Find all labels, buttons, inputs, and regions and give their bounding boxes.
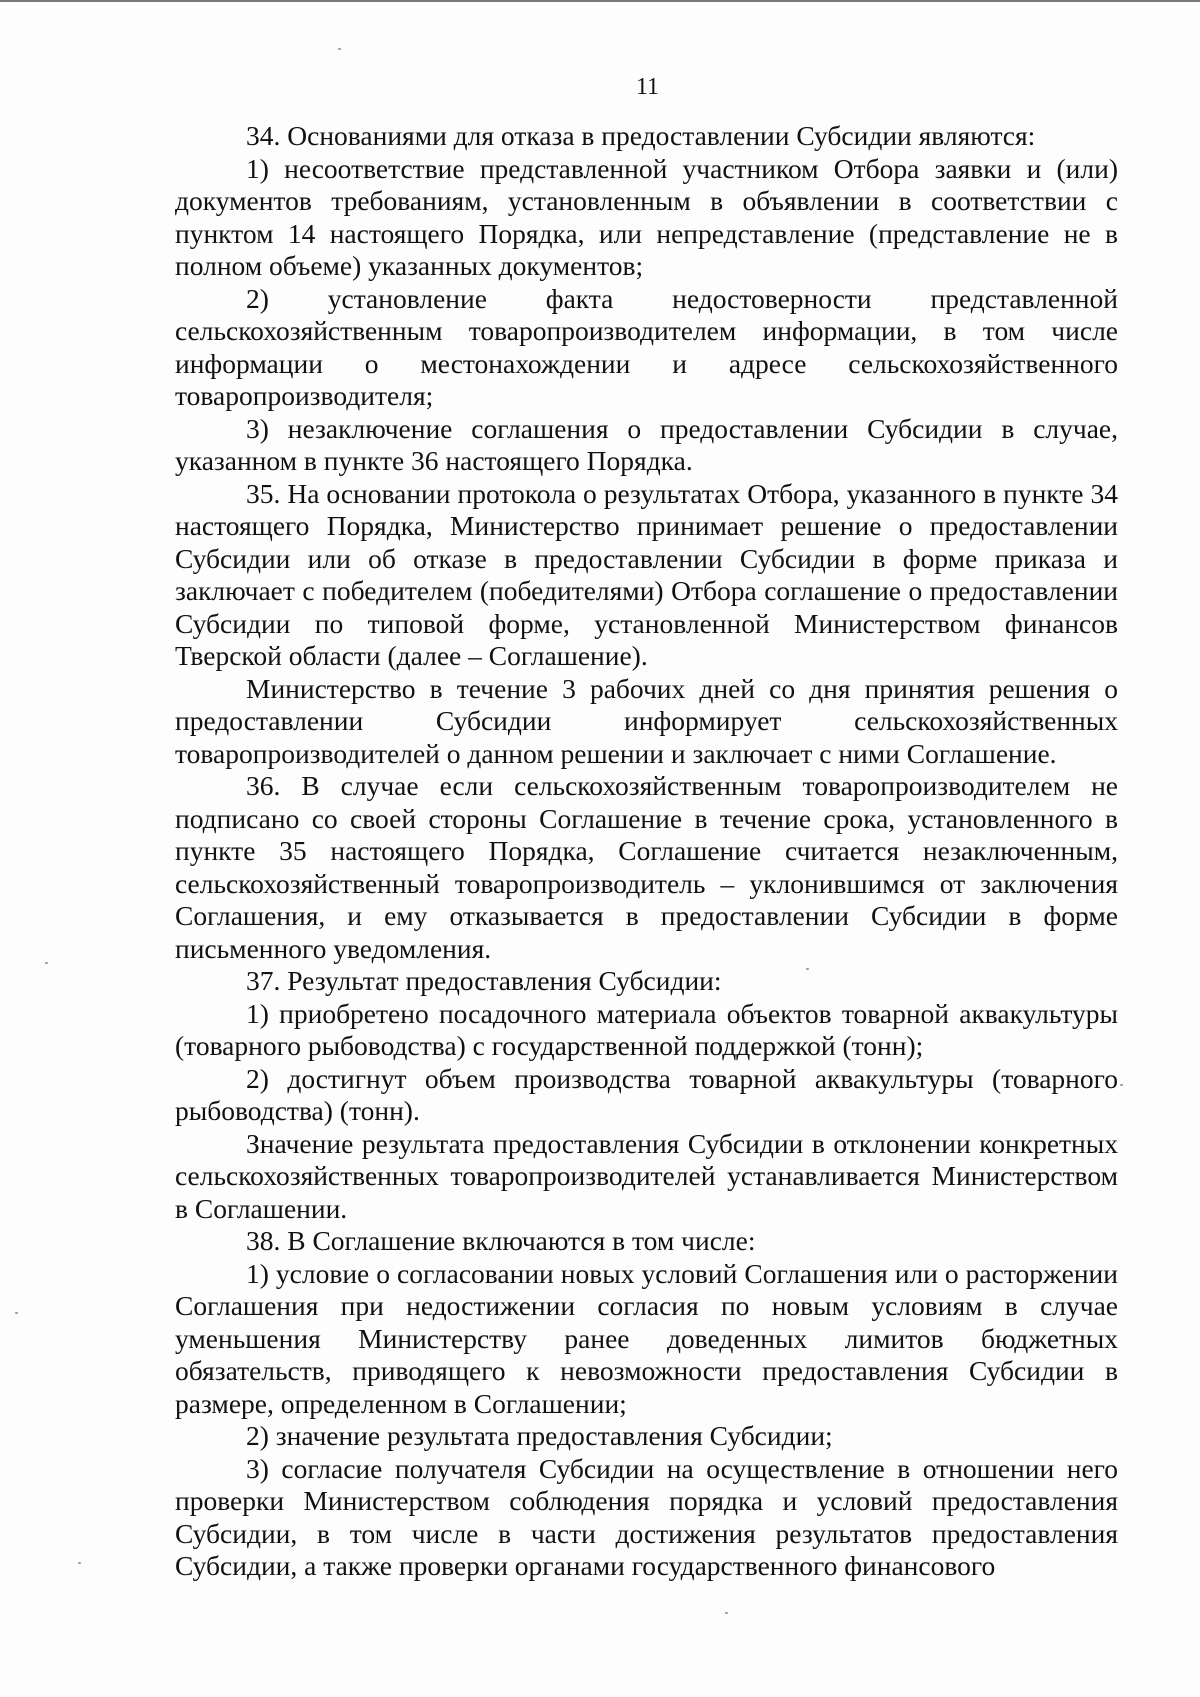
- paragraph-38: 38. В Соглашение включаются в том числе:: [246, 1225, 756, 1256]
- document-body: [175, 120, 1118, 1583]
- paragraph-34-item-3: 3) незаключение соглашения о предоставлении Субсидии в случае, указанном в пункте 36 настоящего Порядка.: [175, 412, 1118, 476]
- paragraph-37: 37. Результат предоставления Субсидии:: [246, 965, 722, 996]
- paragraph-36: 36. В случае если сельскохозяйственным товаропроизводителем не подписано со своей стороны Соглашение в течение срока, установленного в пункте 35 настоящего Порядка, Соглашение считается незаключенным, сельскохозяйственный товаропроизводитель – уклонившимся от заключения Соглашения, и ему отказывается в предоставлении Субсидии в форме письменного уведомления.: [175, 770, 1118, 964]
- scan-speck: [338, 48, 341, 50]
- paragraph-34-item-2: 2) установление факта недостоверности представленной сельскохозяйственным товаропроизводителем информации, в том числе информации о местонахождении и адресе сельскохозяйственного товаропроизводителя;: [175, 282, 1118, 411]
- paragraph-37-result-value: Значение результата предоставления Субсидии в отклонении конкретных сельскохозяйственных товаропроизводителей устанавливается Министерством в Соглашении.: [175, 1127, 1118, 1224]
- paragraph-35-continuation: Министерство в течение 3 рабочих дней со дня принятия решения о предоставлении Субсидии информирует сельскохозяйственных товаропроизводителей о данном решении и заключает с ними Соглашение.: [175, 672, 1118, 769]
- paragraph-34: 34. Основаниями для отказа в предоставлении Субсидии являются:: [246, 120, 1036, 151]
- scan-speck: [1120, 1084, 1123, 1086]
- paragraph-38-item-1: 1) условие о согласовании новых условий Соглашения или о расторжении Соглашения при недостижении согласия по новым условиям в случае уменьшения Министерству ранее доведенных лимитов бюджетных обязательств, приводящего к невозможности предоставления Субсидии в размере, определенном в Соглашении;: [175, 1257, 1118, 1419]
- scan-speck: [78, 1562, 81, 1564]
- paragraph-38-item-2: 2) значение результата предоставления Субсидии;: [246, 1420, 833, 1451]
- scan-speck: [806, 968, 809, 970]
- paragraph-37-item-2: 2) достигнут объем производства товарной аквакультуры (товарного рыбоводства) (тонн).: [175, 1062, 1118, 1126]
- page-number: 11: [635, 74, 660, 100]
- scan-speck: [15, 1312, 18, 1314]
- scan-speck: [725, 1612, 728, 1614]
- scan-speck: [45, 962, 48, 964]
- paragraph-38-item-3: 3) согласие получателя Субсидии на осуществление в отношении него проверки Министерством соблюдения порядка и условий предоставления Субсидии, в том числе в части достижения результатов предоставления Субсидии, а также проверки органами государственного финансового: [175, 1452, 1118, 1581]
- paragraph-37-item-1: 1) приобретено посадочного материала объектов товарной аквакультуры (товарного рыбоводства) с государственной поддержкой (тонн);: [175, 997, 1118, 1061]
- paragraph-34-item-1: 1) несоответствие представленной участником Отбора заявки и (или) документов требованиям, установленным в объявлении в соответствии с пунктом 14 настоящего Порядка, или непредставление (представление не в полном объеме) указанных документов;: [175, 152, 1118, 281]
- paragraph-35: 35. На основании протокола о результатах Отбора, указанного в пункте 34 настоящего Порядка, Министерство принимает решение о предоставлении Субсидии или об отказе в предоставлении Субсидии в форме приказа и заключает с победителем (победителями) Отбора соглашение о предоставлении Субсидии по типовой форме, установленной Министерством финансов Тверской области (далее – Соглашение).: [175, 477, 1118, 671]
